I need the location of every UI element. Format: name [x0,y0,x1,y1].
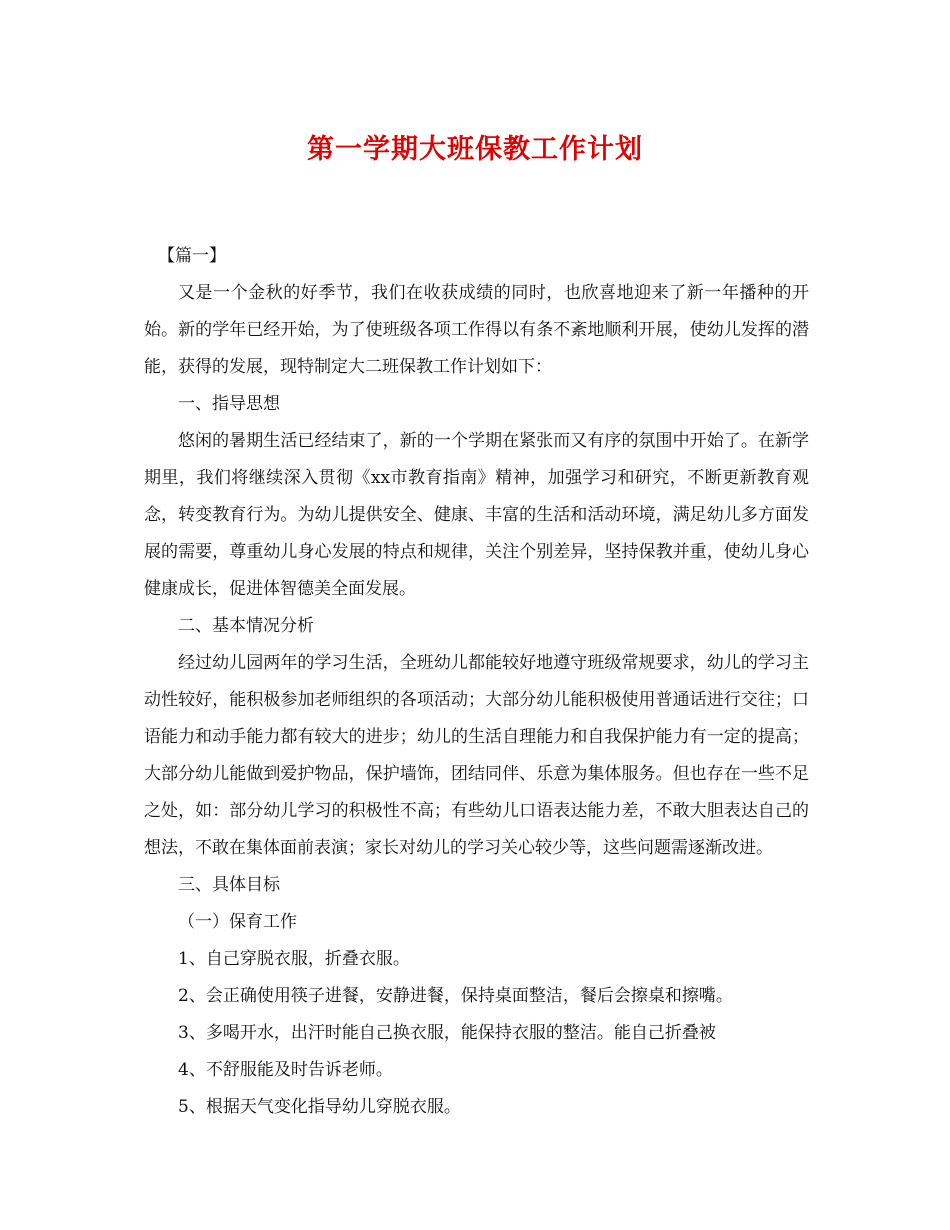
section-label: 【篇一】 [158,246,226,266]
document-title: 第一学期大班保教工作计划 [307,134,643,165]
list-item: 5、根据天气变化指导幼儿穿脱衣服。 [178,1097,461,1117]
heading-situation-analysis: 二、基本情况分析 [178,616,314,636]
heading-guiding-ideas: 一、指导思想 [178,394,280,414]
list-item: 3、多喝开水，出汗时能自己换衣服，能保持衣服的整洁。能自己折叠被 [178,1023,716,1043]
guiding-ideas-paragraph: 悠闲的暑期生活已经结束了，新的一个学期在紧张而又有序的氛围中开始了。在新学期里，我们将继续深入贯彻《xx市教育指南》精神，加强学习和研究，不断更新教育观念，转变教育行为。为幼儿提供安全、健康、丰富的生活和活动环境，满足幼儿多方面发展的需要，尊重幼儿身心发展的特点和规律，关注个别差异，坚持保教并重，使幼儿身心健康成长，促进体智德美全面发展。 [144,431,809,599]
list-item: 1、自己穿脱衣服，折叠衣服。 [178,949,410,969]
intro-paragraph: 又是一个金秋的好季节，我们在收获成绩的同时，也欣喜地迎来了新一年播种的开始。新的学年已经开始，为了使班级各项工作得以有条不紊地顺利开展，使幼儿发挥的潜能，获得的发展，现特制定大二班保教工作计划如下： [144,283,809,377]
subheading-care-work: （一）保育工作 [178,912,297,932]
list-item: 4、不舒服能及时告诉老师。 [178,1060,393,1080]
document-body [144,238,809,1126]
situation-analysis-paragraph: 经过幼儿园两年的学习生活，全班幼儿都能较好地遵守班级常规要求，幼儿的学习主动性较好，能积极参加老师组织的各项活动；大部分幼儿能积极使用普通话进行交往；口语能力和动手能力都有较大的进步；幼儿的生活自理能力和自我保护能力有一定的提高；大部分幼儿能做到爱护物品，保护墙饰，团结同伴、乐意为集体服务。但也存在一些不足之处，如：部分幼儿学习的积极性不高；有些幼儿口语表达能力差，不敢大胆表达自己的想法，不敢在集体面前表演；家长对幼儿的学习关心较少等，这些问题需逐渐改进。 [144,653,809,858]
list-item: 2、会正确使用筷子进餐，安静进餐，保持桌面整洁，餐后会擦桌和擦嘴。 [178,986,733,1006]
heading-specific-goals: 三、具体目标 [178,875,280,895]
